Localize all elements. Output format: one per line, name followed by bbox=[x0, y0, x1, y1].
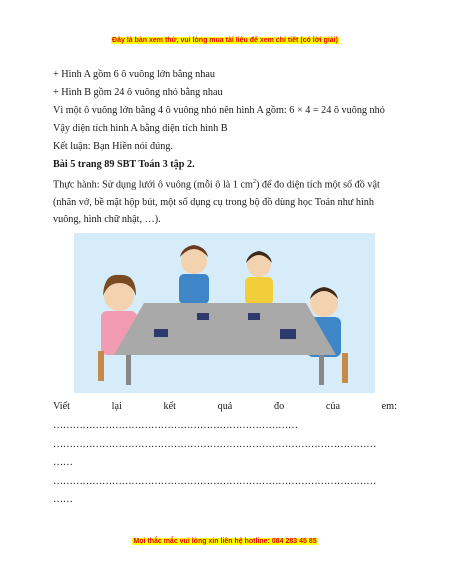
word-6: của bbox=[325, 401, 340, 412]
answer-dots-line-2b: …… bbox=[53, 457, 73, 468]
hotline-banner bbox=[0, 538, 450, 545]
word-2: lại bbox=[111, 401, 122, 412]
word-7: em: bbox=[381, 401, 397, 412]
preview-notice-banner bbox=[0, 37, 450, 44]
word-1: Viết bbox=[53, 401, 70, 412]
boy-left-figure bbox=[179, 245, 209, 304]
word-5: đo bbox=[273, 401, 285, 412]
text-line-4: Vậy diện tích hình A bằng diện tích hình B bbox=[53, 123, 228, 134]
text-line-5: Kết luận: Bạn Hiền nói đúng. bbox=[53, 141, 173, 152]
write-result-instruction bbox=[53, 401, 397, 412]
answer-dots-line-2: ……………………………………………………………………………………… bbox=[53, 439, 376, 450]
children-at-table-illustration bbox=[74, 233, 375, 393]
text-line-2: + Hình B gồm 24 ô vuông nhỏ bằng nhau bbox=[53, 87, 223, 98]
instruction-superscript: 2 bbox=[252, 179, 256, 185]
word-3: kết bbox=[163, 401, 176, 412]
girl-right-figure bbox=[245, 251, 273, 305]
exercise-heading: Bài 5 trang 89 SBT Toán 3 tập 2. bbox=[53, 159, 195, 170]
answer-dots-line-3b: …… bbox=[53, 494, 73, 505]
answer-dots-line-3: ……………………………………………………………………………………… bbox=[53, 476, 376, 487]
hotline-text: Mọi thắc mắc vui lòng xin liên hệ hotline: 084 283 45 85 bbox=[133, 538, 317, 545]
exercise-instruction bbox=[53, 174, 397, 229]
word-4: quả bbox=[217, 401, 233, 412]
preview-notice-text: Đây là bản xem thử, vui lòng mua tài liệu để xem chi tiết (có lời giải) bbox=[112, 37, 338, 44]
text-line-1: + Hình A gồm 6 ô vuông lớn bằng nhau bbox=[53, 69, 215, 80]
instruction-part-1: Thực hành: Sử dụng lưới ô vuông (mỗi ô là 1 cm bbox=[53, 179, 253, 191]
instruction-part-2: ) để đo diện tích một số đồ vật (nhãn vở, bề mặt hộp bút, một số dụng cụ trong bộ đồ dùng học Toán như hình vuông, hình chữ nhật, …). bbox=[53, 179, 380, 226]
answer-dots-line-1: ………………………………………………………………… bbox=[53, 420, 298, 431]
text-line-3: Vì một ô vuông lớn bằng 4 ô vuông nhỏ nên hình A gồm: 6 × 4 = 24 ô vuông nhỏ bbox=[53, 105, 385, 116]
